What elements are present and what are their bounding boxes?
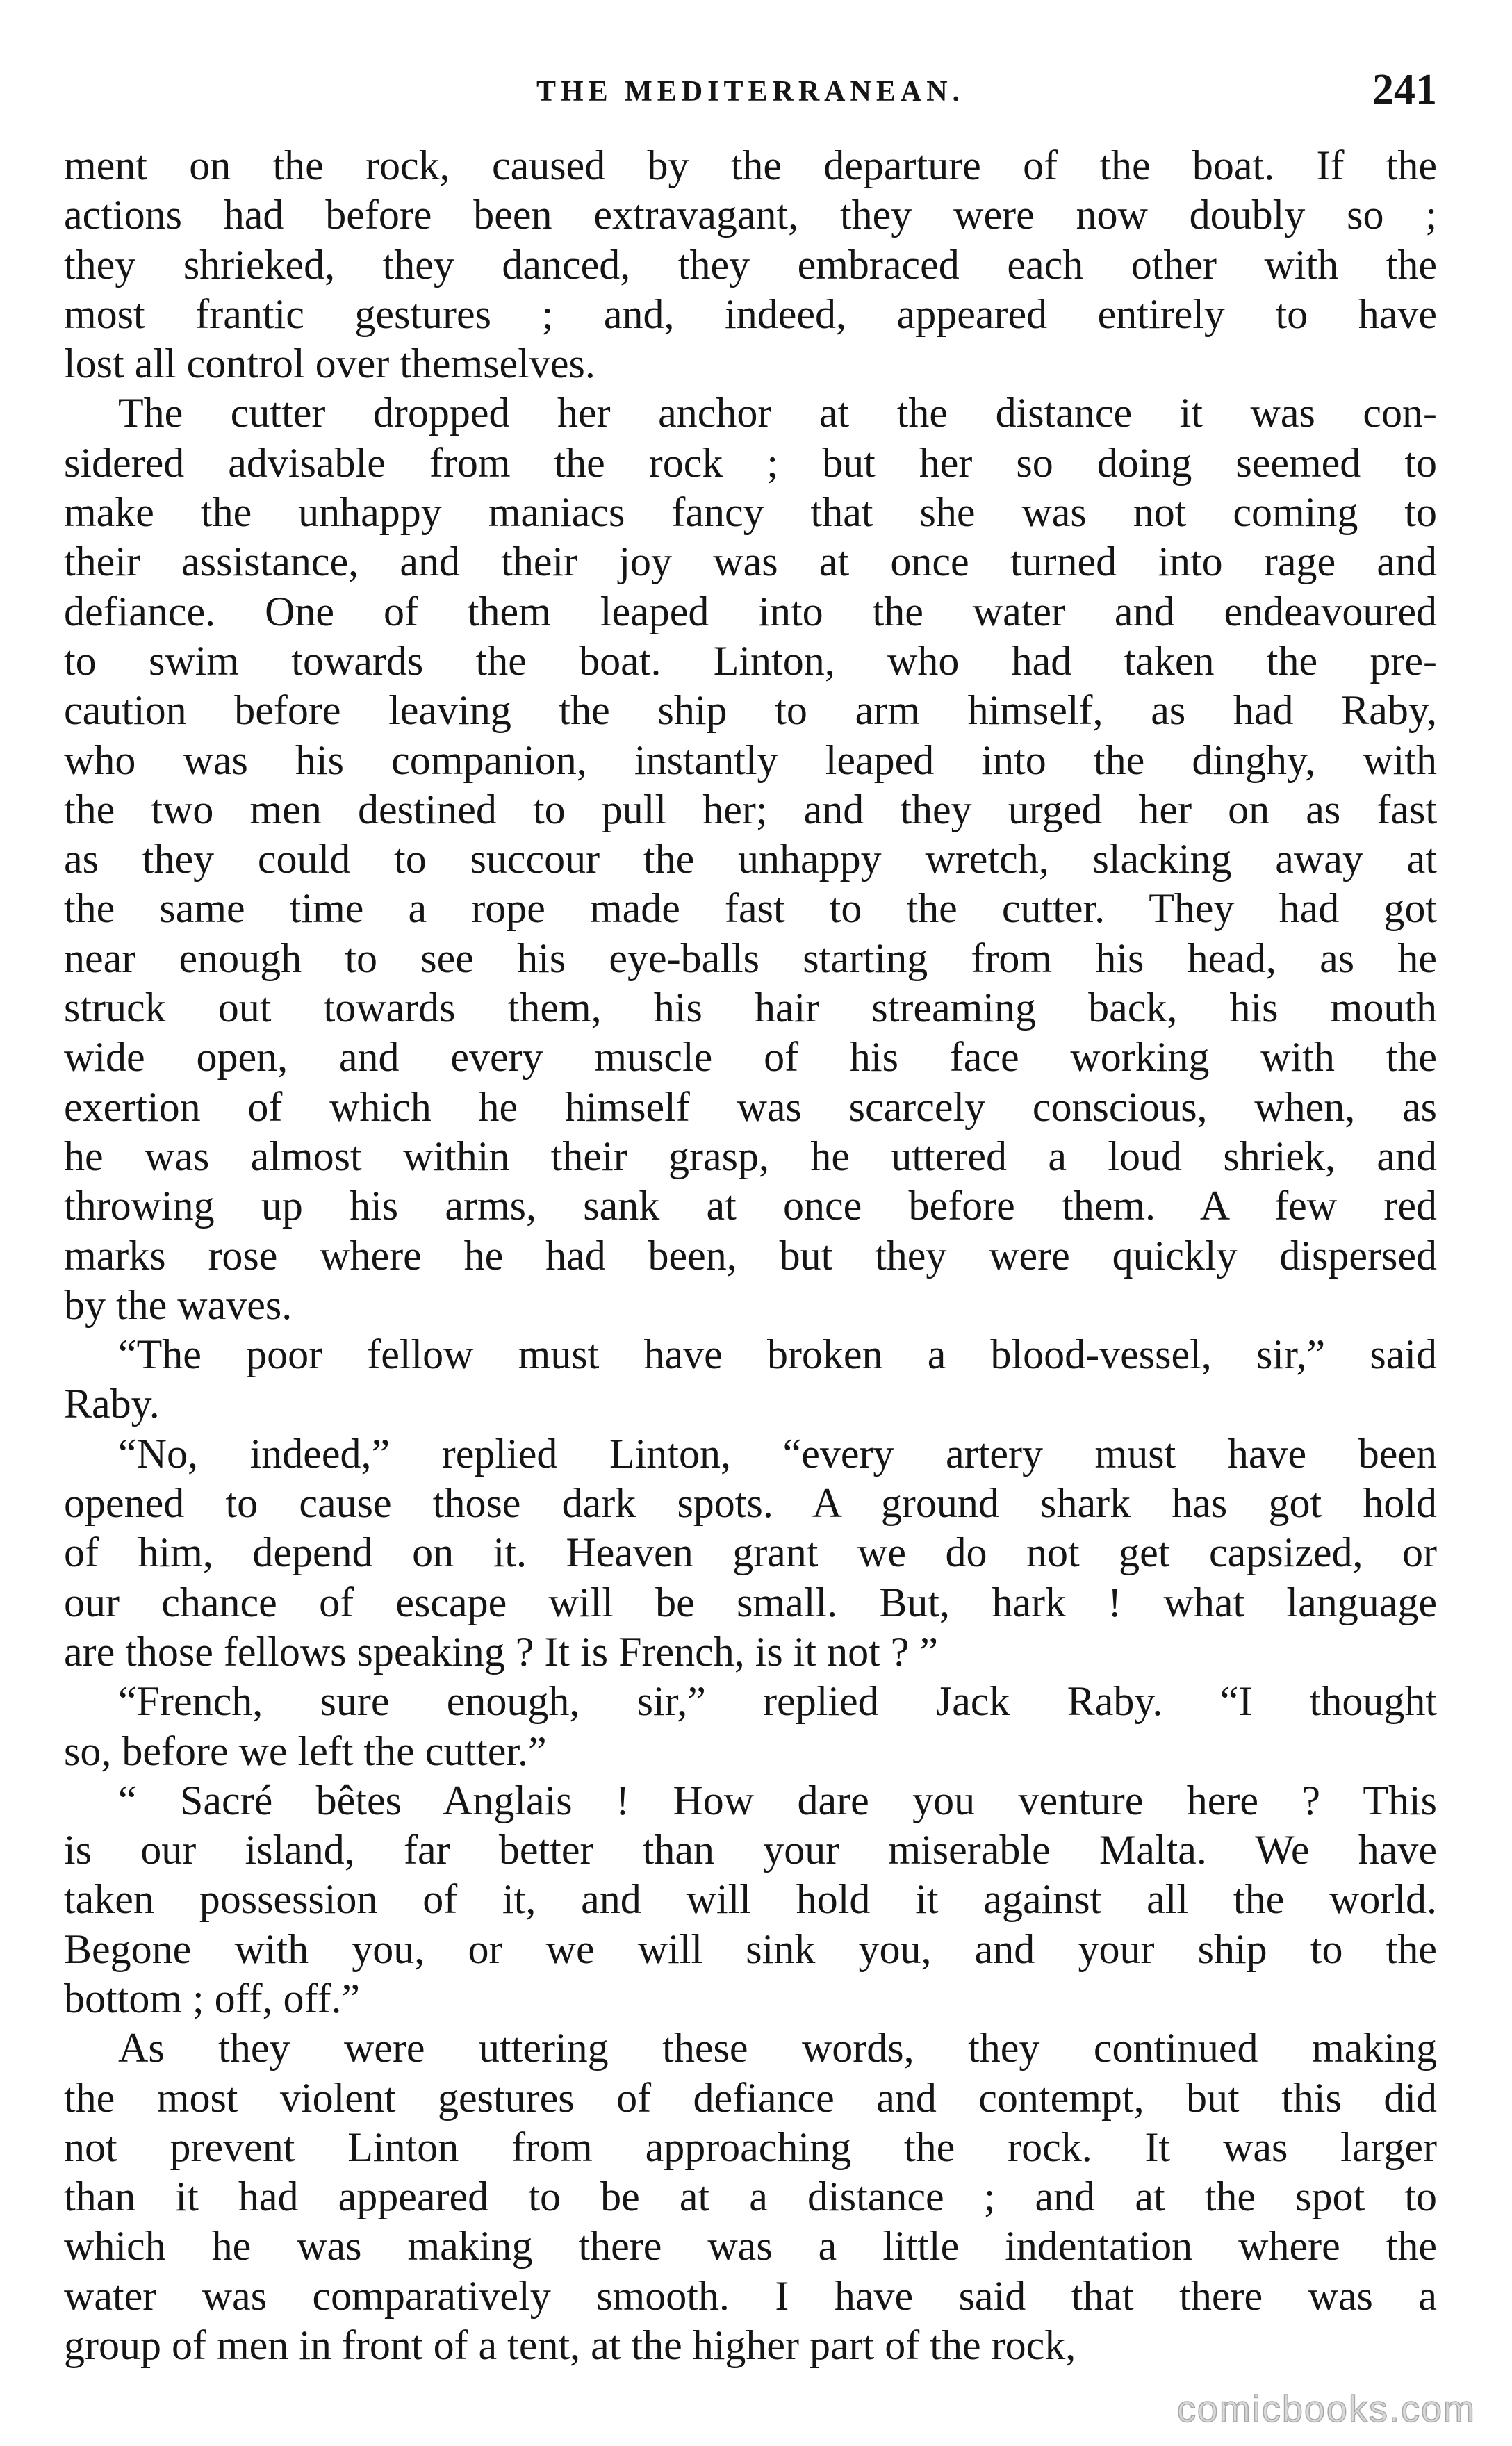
paragraph [64, 1776, 1437, 2024]
text-line: the two men destined to pull her; and they urged her on as fast [64, 786, 1437, 832]
text-line: which he was making there was a little indentation where the [64, 2223, 1437, 2269]
text-line: of him, depend on it. Heaven grant we do not get capsized, or [64, 1529, 1437, 1576]
text-line: ment on the rock, caused by the departure of the boat. If the [64, 142, 1437, 188]
text-line: to swim towards the boat. Linton, who had taken the pre- [64, 637, 1437, 684]
text-line: their assistance, and their joy was at once turned into rage and [64, 539, 1437, 585]
text-line: as they could to succour the unhappy wretch, slacking away at [64, 836, 1437, 883]
page-header [64, 68, 1437, 131]
text-line: than it had appeared to be at a distance ; and at the spot to [64, 2174, 1437, 2220]
text-line: marks rose where he had been, but they were quickly dispersed [64, 1232, 1437, 1279]
text-line: they shrieked, they danced, they embraced each other with the [64, 241, 1437, 288]
text-line: throwing up his arms, sank at once before them. A few red [64, 1183, 1437, 1229]
paragraph [64, 2024, 1437, 2370]
text-line: group of men in front of a tent, at the higher part of the rock, [64, 2322, 1076, 2369]
text-line: the most violent gestures of defiance and contempt, but this did [64, 2074, 1437, 2121]
text-line: As they were uttering these words, they continued making [118, 2025, 1437, 2071]
text-line: by the waves. [64, 1281, 293, 1328]
text-line: is our island, far better than your miserable Malta. We have [64, 1827, 1437, 1873]
text-line: lost all control over themselves. [64, 340, 595, 387]
text-line: “ Sacré bêtes Anglais ! How dare you venture here ? This [118, 1777, 1437, 1823]
text-line: “The poor fellow must have broken a blood-vessel, sir,” said [118, 1331, 1437, 1378]
page-number: 241 [1372, 66, 1437, 113]
text-line: The cutter dropped her anchor at the distance it was con- [118, 390, 1437, 436]
text-line: Begone with you, or we will sink you, and your ship to the [64, 1926, 1437, 1972]
paragraph [64, 141, 1437, 388]
text-line: taken possession of it, and will hold it against all the world. [64, 1876, 1437, 1923]
text-line: not prevent Linton from approaching the rock. It was larger [64, 2124, 1437, 2170]
text-line: the same time a rope made fast to the cutter. They had got [64, 885, 1437, 932]
text-line: bottom ; off, off.” [64, 1975, 361, 2021]
text-line: our chance of escape will be small. But, hark ! what language [64, 1579, 1437, 1625]
text-line: water was comparatively smooth. I have said that there was a [64, 2272, 1437, 2319]
text-line: near enough to see his eye-balls starting from his head, as he [64, 935, 1437, 981]
text-line: defiance. One of them leaped into the water and endeavoured [64, 588, 1437, 634]
running-title: THE MEDITERRANEAN. [536, 76, 965, 108]
text-line: so, before we left the cutter.” [64, 1727, 547, 1774]
text-line: most frantic gestures ; and, indeed, appeared entirely to have [64, 290, 1437, 337]
text-line: “French, sure enough, sir,” replied Jack Raby. “I thought [118, 1678, 1437, 1725]
paragraph [64, 1677, 1437, 1776]
text-line: Raby. [64, 1381, 160, 1427]
text-line: who was his companion, instantly leaped into the dinghy, with [64, 737, 1437, 783]
text-line: struck out towards them, his hair streaming back, his mouth [64, 985, 1437, 1031]
text-line: actions had before been extravagant, they were now doubly so ; [64, 192, 1437, 238]
body-text [64, 141, 1437, 2370]
text-line: make the unhappy maniacs fancy that she was not coming to [64, 489, 1437, 536]
text-line: are those fellows speaking ? It is French, is it not ? ” [64, 1628, 939, 1675]
paragraph [64, 1429, 1437, 1677]
text-line: caution before leaving the ship to arm himself, as had Raby, [64, 687, 1437, 734]
text-line: sidered advisable from the rock ; but her so doing seemed to [64, 439, 1437, 486]
text-line: opened to cause those dark spots. A ground shark has got hold [64, 1480, 1437, 1527]
text-line: wide open, and every muscle of his face working with the [64, 1034, 1437, 1081]
text-line: he was almost within their grasp, he uttered a loud shriek, and [64, 1133, 1437, 1179]
watermark: comicbooks.com [1176, 2388, 1476, 2430]
paragraph [64, 1330, 1437, 1429]
paragraph [64, 388, 1437, 1330]
text-line: exertion of which he himself was scarcely conscious, when, as [64, 1083, 1437, 1130]
text-line: “No, indeed,” replied Linton, “every artery must have been [118, 1430, 1437, 1477]
